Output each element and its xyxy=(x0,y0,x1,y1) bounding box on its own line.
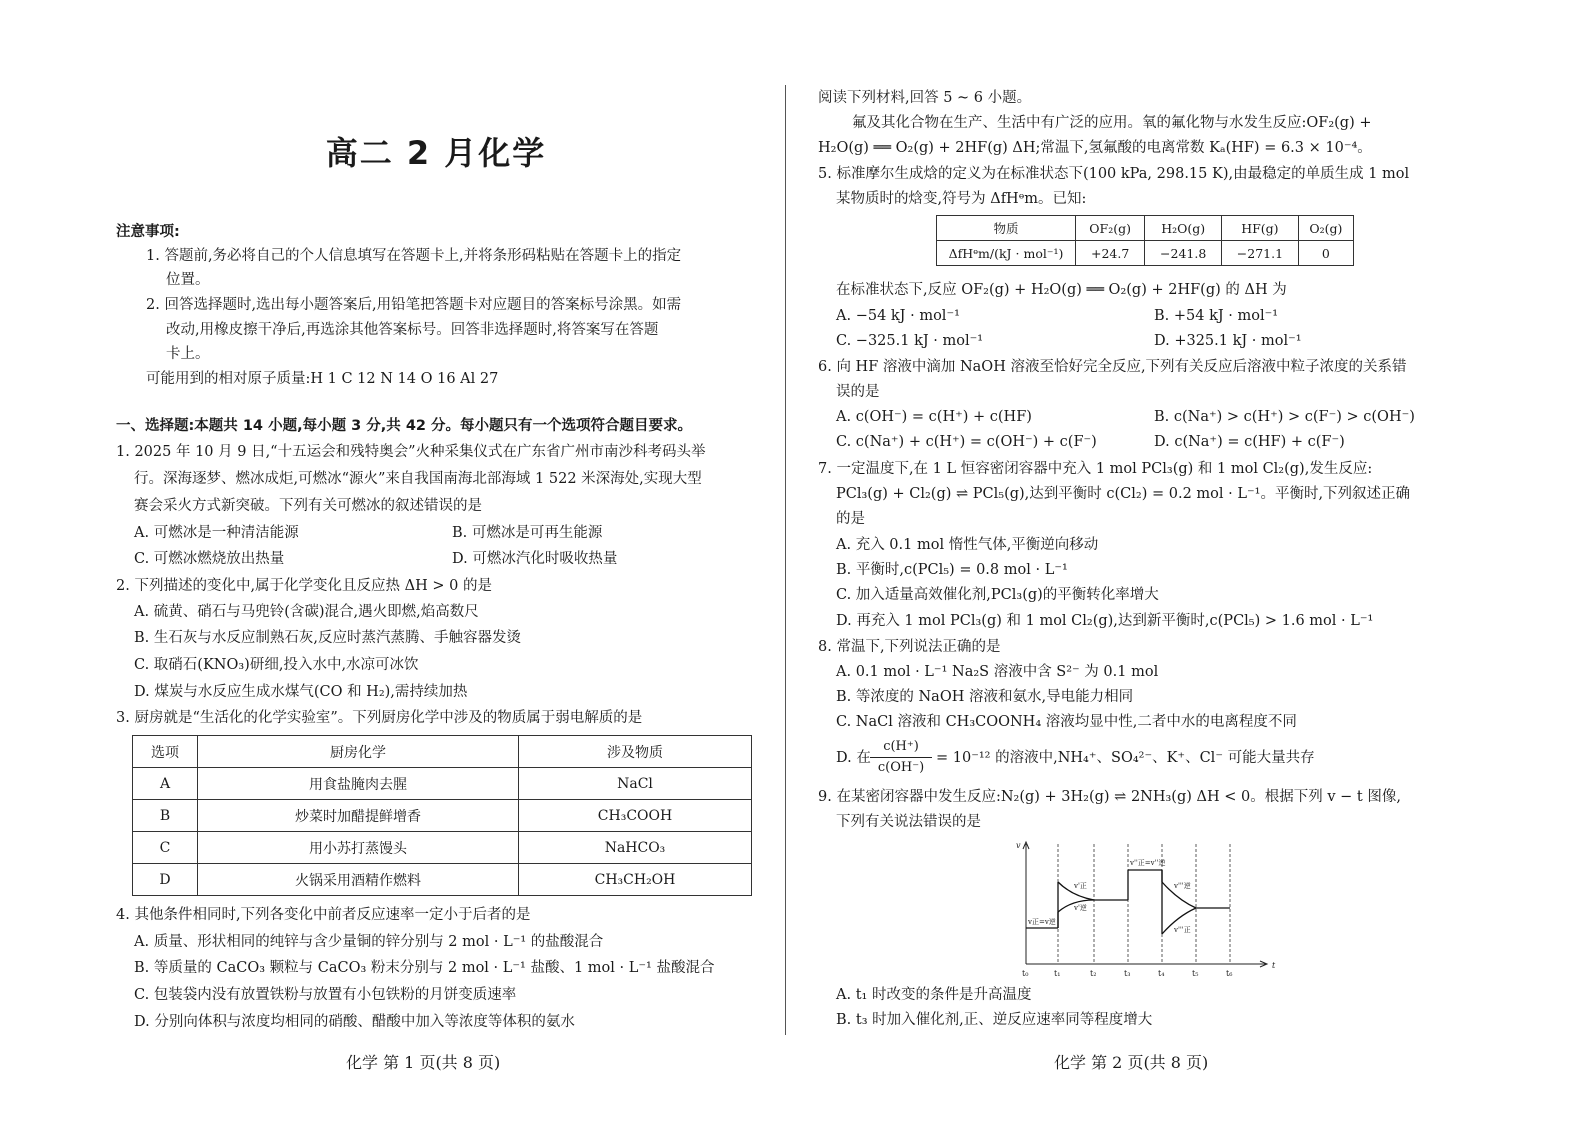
table-cell: NaCl xyxy=(519,768,752,800)
q6-option-d: D. c(Na⁺) = c(HF) + c(F⁻) xyxy=(1154,434,1345,450)
table-cell: C xyxy=(133,832,198,864)
q1-line-b: 行。深海逐梦、燃冰成炬,可燃冰“源火”来自我国南海北部海域 1 522 米深海处,实现大型 xyxy=(134,471,702,487)
tick-label: t₂ xyxy=(1090,969,1097,978)
tick-label: t₃ xyxy=(1124,969,1131,978)
q8-fraction-denominator: c(OH⁻) xyxy=(877,760,925,775)
q5-line-a: 5. 标准摩尔生成焓的定义为在标准状态下(100 kPa, 298.15 K),由最稳定的单质生成 1 mol xyxy=(818,166,1410,182)
table-header-row xyxy=(133,736,752,768)
table-cell: 用小苏打蒸馒头 xyxy=(198,832,519,864)
q7-line-c: 的是 xyxy=(836,511,865,527)
q1-option-d: D. 可燃冰汽化时吸收热量 xyxy=(452,551,618,567)
table-header: H₂O(g) xyxy=(1145,216,1222,241)
notice-2c: 卡上。 xyxy=(166,346,210,362)
q1-option-a: A. 可燃冰是一种清洁能源 xyxy=(134,525,299,541)
q2-option-b: B. 生石灰与水反应制熟石灰,反应时蒸汽蒸腾、手触容器发烫 xyxy=(134,630,521,646)
table-cell: NaHCO₃ xyxy=(519,832,752,864)
label-catalyst: v''正=v''逆 xyxy=(1130,859,1166,867)
label-reverse-2: v'''逆 xyxy=(1174,882,1191,890)
q4-option-c: C. 包装袋内没有放置铁粉与放置有小包铁粉的月饼变质速率 xyxy=(134,987,517,1003)
table-cell: +24.7 xyxy=(1076,241,1145,266)
material-line-1: 氟及其化合物在生产、生活中有广泛的应用。氧的氟化物与水发生反应:OF₂(g) + xyxy=(852,115,1372,131)
notice-1b: 位置。 xyxy=(166,272,210,288)
q9-option-b: B. t₃ 时加入催化剂,正、逆反应速率同等程度增大 xyxy=(836,1012,1153,1028)
table-cell: −241.8 xyxy=(1145,241,1222,266)
q9-option-a: A. t₁ 时改变的条件是升高温度 xyxy=(836,987,1032,1003)
label-forward-2: v'''正 xyxy=(1174,926,1191,934)
table-cell: CH₃CH₂OH xyxy=(519,864,752,896)
q9-line-b: 下列有关说法错误的是 xyxy=(836,814,981,830)
q8-option-c: C. NaCl 溶液和 CH₃COONH₄ 溶液均显中性,二者中水的电离程度不同 xyxy=(836,714,1297,730)
atomic-masses: 可能用到的相对原子质量:H 1 C 12 N 14 O 16 Al 27 xyxy=(146,371,499,387)
q4-option-a: A. 质量、形状相同的纯锌与含少量铜的锌分别与 2 mol · L⁻¹ 的盐酸混合 xyxy=(134,934,604,950)
q6-line-a: 6. 向 HF 溶液中滴加 NaOH 溶液至恰好完全反应,下列有关反应后溶液中粒子浓度的关系错 xyxy=(818,359,1407,375)
table-row xyxy=(133,864,752,896)
q8-option-b: B. 等浓度的 NaOH 溶液和氨水,导电能力相同 xyxy=(836,689,1134,705)
q2-option-a: A. 硫黄、硝石与马兜铃(含碳)混合,遇火即燃,焰高数尺 xyxy=(134,604,479,620)
q5-option-a: A. −54 kJ · mol⁻¹ xyxy=(836,308,960,324)
q6-option-b: B. c(Na⁺) > c(H⁺) > c(F⁻) > c(OH⁻) xyxy=(1154,409,1415,425)
q5-option-d: D. +325.1 kJ · mol⁻¹ xyxy=(1154,333,1302,349)
table-header: 厨房化学 xyxy=(198,736,519,768)
q8-option-a: A. 0.1 mol · L⁻¹ Na₂S 溶液中含 S²⁻ 为 0.1 mol xyxy=(836,664,1159,680)
table-cell: ΔfHᶱm/(kJ · mol⁻¹) xyxy=(937,241,1076,266)
q8-option-d-text: = 10⁻¹² 的溶液中,NH₄⁺、SO₄²⁻、K⁺、Cl⁻ 可能大量共存 xyxy=(936,750,1315,766)
table-cell: 用食盐腌肉去腥 xyxy=(198,768,519,800)
q7-option-c: C. 加入适量高效催化剂,PCl₃(g)的平衡转化率增大 xyxy=(836,587,1159,603)
table-cell: −271.1 xyxy=(1222,241,1299,266)
table-cell: B xyxy=(133,800,198,832)
tick-label: t₀ xyxy=(1022,969,1029,978)
q7-option-a: A. 充入 0.1 mol 惰性气体,平衡逆向移动 xyxy=(836,537,1099,553)
table-row xyxy=(133,768,752,800)
column-divider xyxy=(785,85,786,1035)
table-header: HF(g) xyxy=(1222,216,1299,241)
table-header-row xyxy=(937,216,1354,241)
q5-line-c: 在标准状态下,反应 OF₂(g) + H₂O(g) ══ O₂(g) + 2HF(g) 的 ΔH 为 xyxy=(836,282,1287,298)
v-axis-label: v xyxy=(1016,841,1021,850)
label-forward-1: v'正 xyxy=(1074,882,1087,890)
table-row xyxy=(133,832,752,864)
q5-option-b: B. +54 kJ · mol⁻¹ xyxy=(1154,308,1279,324)
tick-label: t₅ xyxy=(1192,969,1199,978)
table-header: 涉及物质 xyxy=(519,736,752,768)
q2-option-d: D. 煤炭与水反应生成水煤气(CO 和 H₂),需持续加热 xyxy=(134,684,468,700)
q4-option-d: D. 分别向体积与浓度均相同的硝酸、醋酸中加入等浓度等体积的氨水 xyxy=(134,1014,575,1030)
q4-stem: 4. 其他条件相同时,下列各变化中前者反应速率一定小于后者的是 xyxy=(116,907,531,923)
table-cell: 炒菜时加醋提鲜增香 xyxy=(198,800,519,832)
table-header: 选项 xyxy=(133,736,198,768)
table-row xyxy=(133,800,752,832)
tick-label: t₁ xyxy=(1054,969,1061,978)
q1-line-a: 1. 2025 年 10 月 9 日,“十五运会和残特奥会”火种采集仪式在广东省广州市南沙科考码头举 xyxy=(116,444,706,460)
table-cell: A xyxy=(133,768,198,800)
table-header: O₂(g) xyxy=(1298,216,1353,241)
q1-option-c: C. 可燃冰燃烧放出热量 xyxy=(134,551,285,567)
page-footer: 化学 第 2 页(共 8 页) xyxy=(1054,1053,1209,1072)
q6-line-b: 误的是 xyxy=(836,384,880,400)
tick-label: t₆ xyxy=(1226,969,1233,978)
q4-option-b: B. 等质量的 CaCO₃ 颗粒与 CaCO₃ 粉末分别与 2 mol · L⁻¹ 盐酸、1 mol · L⁻¹ 盐酸混合 xyxy=(134,960,715,976)
q5-option-c: C. −325.1 kJ · mol⁻¹ xyxy=(836,333,984,349)
notice-heading: 注意事项: xyxy=(116,224,180,240)
label-reverse-1: v'逆 xyxy=(1074,904,1087,912)
reading-intro: 阅读下列材料,回答 5 ~ 6 小题。 xyxy=(818,90,1032,106)
notice-2a: 2. 回答选择题时,选出每小题答案后,用铅笔把答题卡对应题目的答案标号涂黑。如需 xyxy=(146,297,682,313)
tick-label: t₄ xyxy=(1158,969,1165,978)
table-cell: 火锅采用酒精作燃料 xyxy=(198,864,519,896)
material-line-2: H₂O(g) ══ O₂(g) + 2HF(g) ΔH;常温下,氢氟酸的电离常数 Kₐ(HF) = 6.3 × 10⁻⁴。 xyxy=(818,140,1372,156)
table-row xyxy=(937,241,1354,266)
notice-2b: 改动,用橡皮擦干净后,再选涂其他答案标号。回答非选择题时,将答案写在答题 xyxy=(166,322,659,338)
q7-line-b: PCl₃(g) + Cl₂(g) ⇌ PCl₅(g),达到平衡时 c(Cl₂) = 0.2 mol · L⁻¹。平衡时,下列叙述正确 xyxy=(836,486,1411,502)
t-axis-label: t xyxy=(1272,961,1276,970)
page-footer: 化学 第 1 页(共 8 页) xyxy=(346,1053,501,1072)
exam-title: 高二 2 月化学 xyxy=(325,134,547,172)
q6-option-c: C. c(Na⁺) + c(H⁺) = c(OH⁻) + c(F⁻) xyxy=(836,434,1097,450)
q5-line-b: 某物质时的焓变,符号为 ΔfHᶱm。已知: xyxy=(836,191,1087,207)
q7-line-a: 7. 一定温度下,在 1 L 恒容密闭容器中充入 1 mol PCl₃(g) 和 1 mol Cl₂(g),发生反应: xyxy=(818,461,1373,477)
table-cell: 0 xyxy=(1298,241,1353,266)
q8-option-d-prefix: D. 在 xyxy=(836,750,871,766)
q9-line-a: 9. 在某密闭容器中发生反应:N₂(g) + 3H₂(g) ⇌ 2NH₃(g) ΔH < 0。根据下列 v − t 图像, xyxy=(818,789,1401,805)
enthalpy-table xyxy=(936,215,1354,266)
vt-graph xyxy=(1014,836,1284,978)
q6-option-a: A. c(OH⁻) = c(H⁺) + c(HF) xyxy=(836,409,1032,425)
table-header: 物质 xyxy=(937,216,1076,241)
q8-fraction-numerator: c(H⁺) xyxy=(883,739,919,754)
q2-stem: 2. 下列描述的变化中,属于化学变化且反应热 ΔH > 0 的是 xyxy=(116,578,492,594)
q7-option-d: D. 再充入 1 mol PCl₃(g) 和 1 mol Cl₂(g),达到新平衡时,c(PCl₅) > 1.6 mol · L⁻¹ xyxy=(836,613,1374,629)
q7-option-b: B. 平衡时,c(PCl₅) = 0.8 mol · L⁻¹ xyxy=(836,562,1068,578)
q3-stem: 3. 厨房就是“生活化的化学实验室”。下列厨房化学中涉及的物质属于弱电解质的是 xyxy=(116,710,643,726)
q1-line-c: 赛会采火方式新突破。下列有关可燃冰的叙述错误的是 xyxy=(134,498,482,514)
q2-option-c: C. 取硝石(KNO₃)研细,投入水中,水凉可冰饮 xyxy=(134,657,419,673)
q8-stem: 8. 常温下,下列说法正确的是 xyxy=(818,639,1001,655)
table-header: OF₂(g) xyxy=(1076,216,1145,241)
kitchen-table xyxy=(132,735,752,896)
section-heading: 一、选择题:本题共 14 小题,每小题 3 分,共 42 分。每小题只有一个选项符合题目要求。 xyxy=(116,418,693,434)
table-cell: CH₃COOH xyxy=(519,800,752,832)
fraction-bar xyxy=(870,757,932,758)
table-cell: D xyxy=(133,864,198,896)
q1-option-b: B. 可燃冰是可再生能源 xyxy=(452,525,603,541)
label-equal-rate: v正=v逆 xyxy=(1028,918,1056,926)
notice-1a: 1. 答题前,务必将自己的个人信息填写在答题卡上,并将条形码粘贴在答题卡上的指定 xyxy=(146,248,682,264)
